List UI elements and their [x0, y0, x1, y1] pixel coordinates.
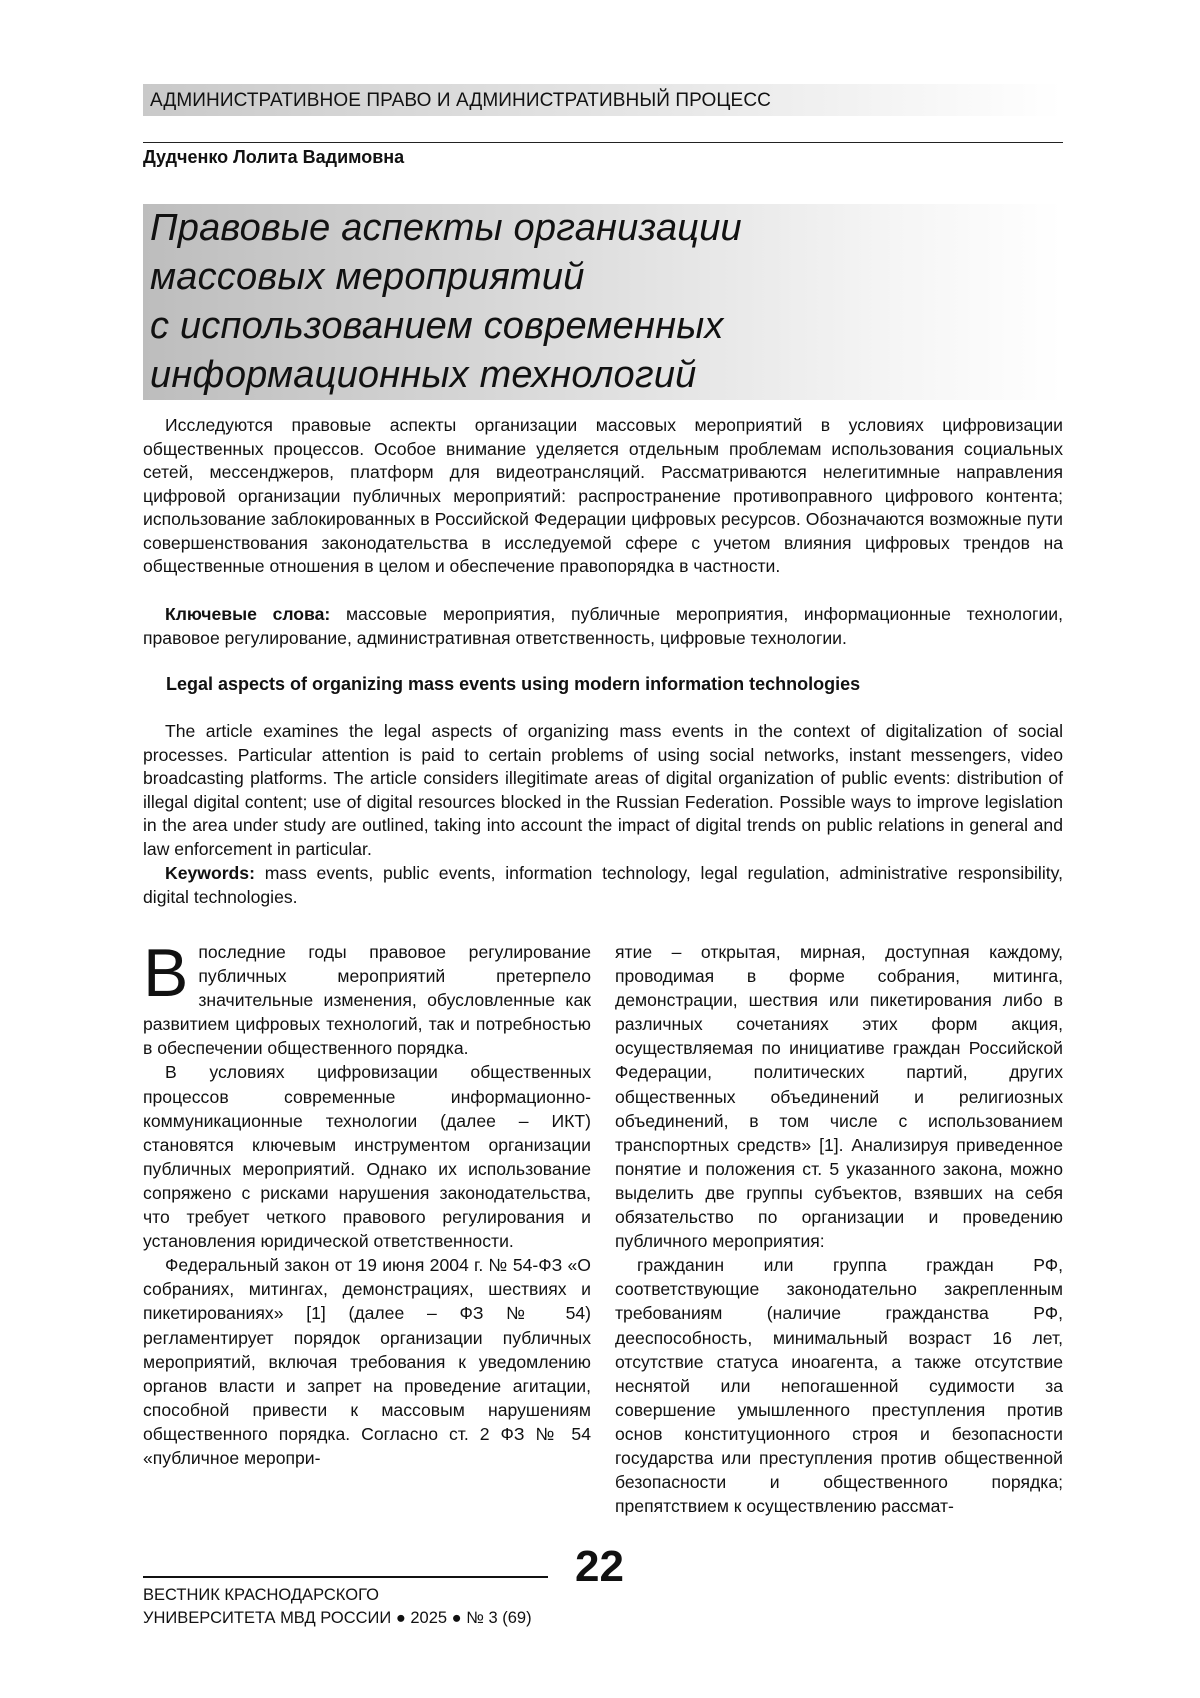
journal-name	[143, 1584, 532, 1630]
title-line: Правовые аспекты организации	[150, 207, 742, 249]
abstract-ru: Исследуются правовые аспекты организации массовых мероприятий в условиях цифровизации общественных процессов. Особое внимание уделяется отдельным проблемам использования социальных сетей, мессенджеров, платформ для видеотрансляций. Рассматриваются нелегитимные направления цифровой организации публичных мероприятий: распространение противоправного цифрового контента; использование заблокированных в Российской Федерации цифровых ресурсов. Обозначаются возможные пути совершенствования законодательства в исследуемой сфере с учетом влияния цифровых трендов на общественные отношения в целом и обеспечение правопорядка в частности.	[143, 415, 1063, 576]
keywords-en	[143, 862, 1063, 909]
footer-divider	[143, 1576, 548, 1578]
body-paragraph	[143, 935, 591, 1060]
title-line: массовых мероприятий	[150, 256, 585, 298]
journal-line: ВЕСТНИК КРАСНОДАРСКОГО	[143, 1586, 379, 1604]
english-title: Legal aspects of organizing mass events using modern information technologies	[166, 674, 861, 694]
section-header: АДМИНИСТРАТИВНОЕ ПРАВО И АДМИНИСТРАТИВНЫЙ ПРОЦЕСС	[150, 90, 771, 111]
title-line: информационных технологий	[150, 354, 697, 396]
header-divider	[143, 142, 1063, 143]
body-paragraph-text: последние годы правовое регулирование публичных мероприятий претерпело значительные изменения, обусловленные как развитием цифровых технологий, так и потребностью в обеспечении общественного порядка.	[143, 942, 591, 1059]
journal-line: УНИВЕРСИТЕТА МВД РОССИИ ● 2025 ● № 3 (69)	[143, 1609, 532, 1627]
keywords-ru	[143, 603, 1063, 650]
body-paragraph: В условиях цифровизации общественных процессов современные информационно-коммуникационные технологии (далее – ИКТ) становятся ключевым инструментом организации публичных мероприятий. Однако их использование сопряжено с рисками нарушения законодательства, что требует четкого правового регулирования и установления юридической ответственности.	[143, 1062, 591, 1252]
keywords-en-text: mass events, public events, information technology, legal regulation, administrative responsibility, digital technologies.	[143, 863, 1063, 907]
body-paragraph: ятие – открытая, мирная, доступная каждому, проводимая в форме собрания, митинга, демонстрации, шествия или пикетирования либо в различных сочетаниях этих форм акция, осуществляемая по инициативе граждан Российской Федерации, политических партий, других общественных объединений и религиозных объединений, в том числе с использованием транспортных средств» [1]. Анализируя приведенное понятие и положения ст. 5 указанного закона, можно выделить две группы субъектов, взявших на себя обязательство по организации и проведению публичного мероприятия:	[615, 942, 1063, 1252]
body-paragraph: гражданин или группа граждан РФ, соответствующие законодательно закрепленным требованиям (наличие гражданства РФ, дееспособность, минимальный возраст 16 лет, отсутствие статуса иноагента, а также отсутствие неснятой или непогашенной судимости за совершение умышленного преступления против основ конституционного строя и безопасности государства или преступления против общественной безопасности и общественного порядка; препятствием к осуществлению рассмат-	[615, 1255, 1063, 1517]
title-line: с использованием современных	[150, 305, 724, 347]
keywords-ru-text: массовые мероприятия, публичные мероприятия, информационные технологии, правовое регулирование, административная ответственность, цифровые технологии.	[143, 604, 1063, 648]
drop-cap: В	[143, 935, 189, 1011]
keywords-ru-label: Ключевые слова:	[165, 604, 331, 624]
page-number: 22	[575, 1542, 624, 1591]
keywords-en-label: Keywords:	[165, 863, 255, 883]
body-column-left	[143, 935, 591, 1470]
body-paragraph: Федеральный закон от 19 июня 2004 г. № 54-ФЗ «О собраниях, митингах, демонстрациях, шествиях и пикетированиях» [1] (далее – ФЗ № 54) регламентирует порядок организации публичных мероприятий, включая требования к уведомлению органов власти и запрет на проведение агитации, способной привести к массовым нарушениям общественного порядка. Согласно ст. 2 ФЗ № 54 «публичное меропри-	[143, 1255, 591, 1468]
body-column-right	[615, 940, 1063, 1518]
abstract-en: The article examines the legal aspects of organizing mass events in the context of digitalization of social processes. Particular attention is paid to certain problems of using social networks, instant messengers, video broadcasting platforms. The article considers illegitimate areas of digital organization of public events: distribution of illegal digital content; use of digital resources blocked in the Russian Federation. Possible ways to improve legislation in the area under study are outlined, taking into account the impact of digital trends on public relations in general and law enforcement in particular.	[143, 721, 1063, 859]
author-name: Дудченко Лолита Вадимовна	[143, 147, 405, 167]
